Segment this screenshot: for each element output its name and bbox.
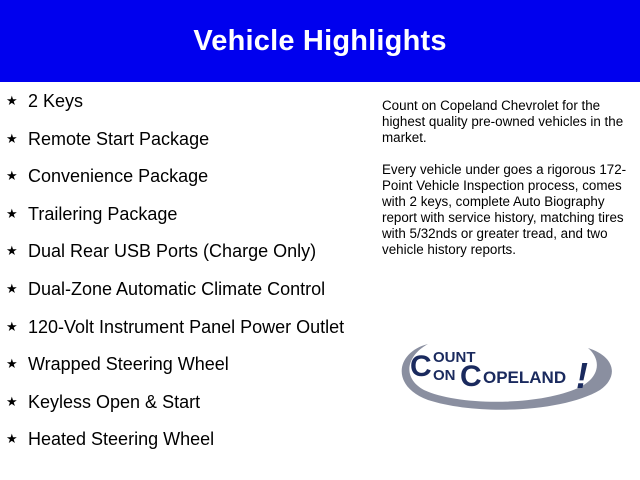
list-item: ★ 120-Volt Instrument Panel Power Outlet	[6, 316, 345, 337]
star-icon: ★	[6, 168, 18, 184]
feature-list	[6, 90, 356, 466]
list-item: ★ Dual-Zone Automatic Climate Control	[6, 278, 326, 299]
star-icon: ★	[6, 318, 18, 334]
header-banner	[0, 0, 640, 82]
list-item: ★ Keyless Open & Start	[6, 391, 201, 412]
logo-text-ount: OUNT	[433, 349, 476, 366]
star-icon: ★	[6, 393, 18, 409]
star-icon: ★	[6, 130, 18, 146]
star-icon: ★	[6, 205, 18, 221]
list-item: ★ Trailering Package	[6, 203, 178, 224]
logo-text-on: ON	[433, 367, 456, 384]
list-item: ★ Wrapped Steering Wheel	[6, 354, 229, 375]
list-item: ★ Heated Steering Wheel	[6, 429, 215, 450]
logo-letter-c: C	[410, 350, 432, 383]
list-item: ★ Convenience Package	[6, 166, 209, 187]
star-icon: ★	[6, 280, 18, 296]
logo-exclamation: !	[576, 355, 588, 396]
list-item: ★ Dual Rear USB Ports (Charge Only)	[6, 241, 317, 262]
list-item: ★ Remote Start Package	[6, 128, 210, 149]
description-paragraph: Every vehicle under goes a rigorous 172-Point Vehicle Inspection process, comes with 2 keys, complete Auto Biography report with service history, matching tires with 5/32nds or greater tread, and two vehicle history reports.	[382, 162, 627, 257]
star-icon: ★	[6, 356, 18, 372]
logo-text-opeland: OPELAND	[483, 368, 567, 387]
dealer-logo	[388, 326, 620, 414]
page-title: Vehicle Highlights	[193, 24, 447, 57]
star-icon: ★	[6, 431, 18, 447]
description-paragraph: Count on Copeland Chevrolet for the highest quality pre-owned vehicles in the market.	[382, 98, 624, 145]
dealer-description	[382, 98, 632, 274]
list-item: ★ 2 Keys	[6, 91, 84, 111]
star-icon: ★	[6, 93, 18, 108]
logo-letter-c2: C	[460, 360, 482, 393]
star-icon: ★	[6, 243, 18, 259]
